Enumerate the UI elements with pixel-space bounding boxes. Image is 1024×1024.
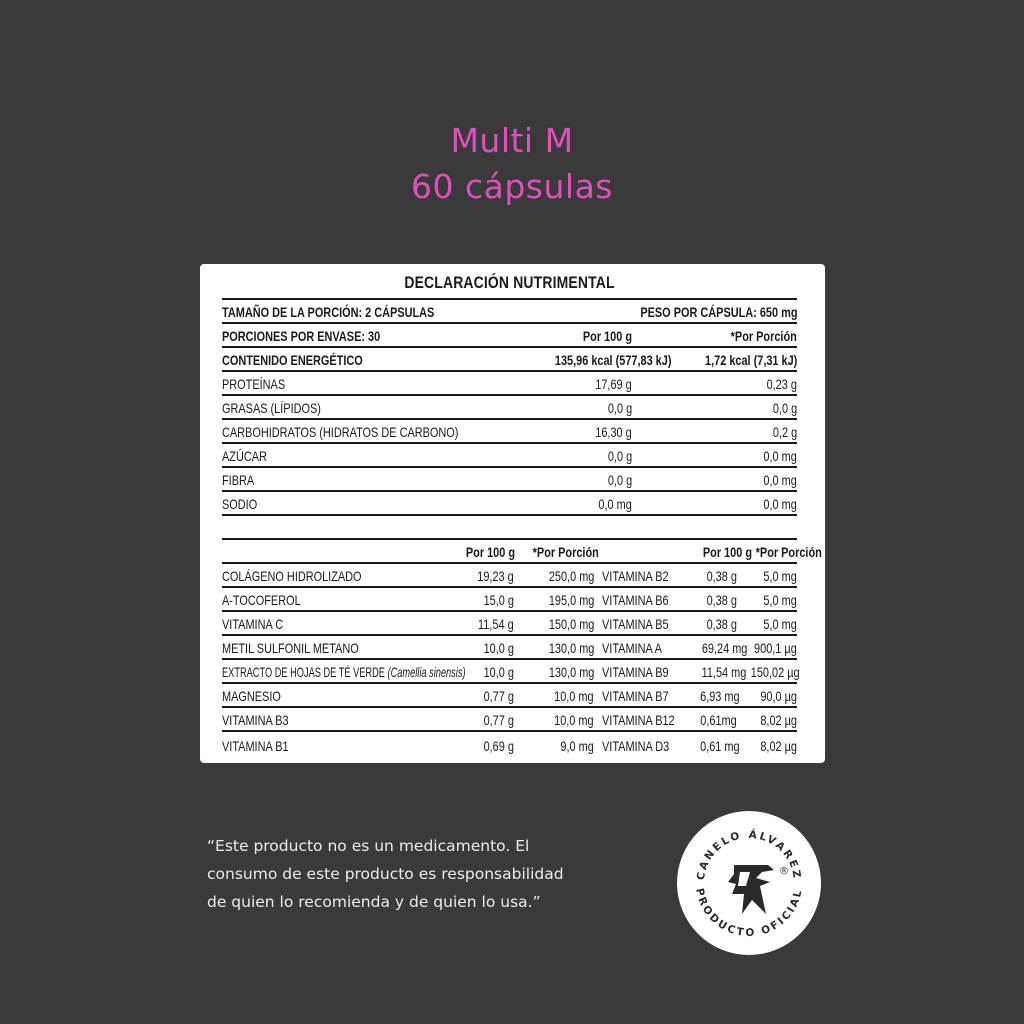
ingredient-row (222, 684, 797, 708)
ingredient-per-serving: 150,02 µg (750, 664, 800, 680)
ingredient-label: VITAMINA B6 (602, 592, 669, 608)
nutrition-title: DECLARACIÓN NUTRIMENTAL (404, 273, 615, 292)
ingredient-label-italic: (Camellia sinensis) (387, 664, 466, 680)
ingredient-label: VITAMINA D3 (602, 738, 670, 754)
ingredient-label: COLÁGENO HIDROLIZADO (222, 568, 362, 584)
nutrient-per-serving: 0,0 mg (763, 472, 797, 488)
ingredient-label: VITAMINA B7 (602, 688, 669, 704)
disclaimer (207, 832, 647, 916)
ingredient-per-serving: 5,0 mg (763, 568, 797, 584)
ingredient-per100: 6,93 mg (700, 688, 740, 704)
ingredient-label-text: EXTRACTO DE HOJAS DE TÉ VERDE (222, 664, 388, 680)
ingredient-row (222, 564, 797, 588)
ingredient-per100: 0,69 g (483, 738, 514, 754)
ingredient-label: VITAMINA B2 (602, 568, 669, 584)
nutrient-label: AZÚCAR (222, 448, 267, 464)
nutrient-per100: 0,0 g (607, 472, 632, 488)
nutrient-per100: 0,0 g (607, 448, 632, 464)
ingredient-per100: 10,0 g (483, 664, 514, 680)
ing-col-per100-right: Por 100 g (702, 544, 753, 560)
badge-bottom-text: PRODUCTO OFICIAL (693, 887, 805, 940)
ingredient-per-serving: 8,02 µg (760, 738, 797, 754)
ingredient-label: VITAMINA B3 (222, 712, 289, 728)
ingredient-per100: 0,38 g (706, 592, 737, 608)
section-gap (222, 516, 797, 538)
ingredient-per-serving: 130,0 mg (548, 664, 594, 680)
ingredient-per100: 11,54 g (478, 616, 514, 632)
ing-col-per-serving-right: *Por Porción (755, 544, 822, 560)
nutrient-per-serving: 0,0 g (772, 400, 797, 416)
nutrient-label: PROTEÍNAS (222, 376, 286, 392)
capsule-weight: PESO POR CÁPSULA: 650 mg (639, 304, 797, 320)
ing-col-per-serving-left: *Por Porción (532, 544, 599, 560)
ingredient-label: MAGNESIO (222, 688, 281, 704)
nutrient-per-serving: 0,0 mg (763, 448, 797, 464)
ingredient-per-serving: 90,0 µg (760, 688, 797, 704)
ingredient-per-serving: 250,0 mg (548, 568, 594, 584)
ingredient-per-serving: 195,0 mg (548, 592, 594, 608)
nutrient-row (222, 372, 797, 396)
ingredient-per-serving: 5,0 mg (763, 592, 797, 608)
ingredient-label (222, 662, 466, 682)
nutrient-row (222, 396, 797, 420)
servings-header-row (222, 324, 797, 348)
energy-per100: 135,96 kcal (577,83 kJ) (554, 352, 672, 368)
energy-row (222, 348, 797, 372)
ingredient-label: METIL SULFONIL METANO (222, 640, 359, 656)
ingredient-per-serving: 900,1 µg (754, 640, 797, 656)
ingredient-per-serving: 5,0 mg (763, 616, 797, 632)
ingredient-per100: 0,61mg (700, 712, 737, 728)
nutrient-row (222, 420, 797, 444)
product-name: Multi M (450, 121, 574, 160)
disclaimer-line: consumo de este producto es responsabilidad (207, 865, 564, 883)
ingredient-per-serving: 150,0 mg (548, 616, 594, 632)
ingredient-per-serving: 9,0 mg (560, 738, 594, 754)
ingredient-per-serving: 10,0 mg (554, 688, 594, 704)
ingredient-per100: 0,61 mg (700, 738, 740, 754)
ingredient-per100: 0,77 g (483, 688, 514, 704)
product-size: 60 cápsulas (411, 167, 613, 206)
nutrient-label: CARBOHIDRATOS (HIDRATOS DE CARBONO) (222, 424, 459, 440)
ingredient-label: VITAMINA C (222, 616, 284, 632)
ingredient-label: VITAMINA B12 (602, 712, 675, 728)
ingredient-label: VITAMINA B9 (602, 664, 669, 680)
ingredient-per100: 10,0 g (483, 640, 514, 656)
nutrient-per100: 17,69 g (595, 376, 632, 392)
badge-top-text: CANELO ÁLVAREZ (694, 828, 804, 881)
energy-label: CONTENIDO ENERGÉTICO (222, 352, 363, 368)
ingredient-per100: 19,23 g (477, 568, 514, 584)
energy-per-serving: 1,72 kcal (7,31 kJ) (704, 352, 797, 368)
ingredient-per-serving: 130,0 mg (548, 640, 594, 656)
ingredient-per100: 0,77 g (483, 712, 514, 728)
col-per100-header: Por 100 g (582, 328, 632, 344)
product-title (0, 118, 1024, 210)
ingredient-per100: 0,38 g (706, 568, 737, 584)
servings-per-container: PORCIONES POR ENVASE: 30 (222, 328, 381, 344)
nutrient-label: GRASAS (LÍPIDOS) (222, 400, 321, 416)
nutrient-label: FIBRA (222, 472, 255, 488)
registered-mark: ® (779, 866, 789, 877)
ingredient-row (222, 660, 800, 684)
ingredient-label: A-TOCOFEROL (222, 592, 301, 608)
ingredient-row (222, 732, 797, 756)
ingredient-label: VITAMINA B5 (602, 616, 669, 632)
nutrient-per100: 0,0 mg (598, 496, 632, 512)
canelo-logo-icon (676, 810, 822, 956)
ingredient-row (222, 708, 797, 732)
disclaimer-line: de quien lo recomienda y de quien lo usa.” (207, 893, 541, 911)
serving-row (222, 298, 797, 324)
ingredients-header-row (222, 538, 822, 564)
nutrient-row (222, 444, 797, 468)
nutrient-per-serving: 0,2 g (772, 424, 797, 440)
nutrient-label: SODIO (222, 496, 258, 512)
ingredient-per-serving: 8,02 µg (760, 712, 797, 728)
ingredient-row (222, 612, 797, 636)
nutrition-table (222, 264, 822, 756)
ingredient-label: VITAMINA A (602, 640, 662, 656)
ingredient-per100: 15,0 g (483, 592, 514, 608)
nutrient-per100: 16,30 g (595, 424, 632, 440)
disclaimer-line: “Este producto no es un medicamento. El (207, 837, 530, 855)
nutrition-card (200, 264, 825, 763)
serving-size: TAMAÑO DE LA PORCIÓN: 2 CÁPSULAS (222, 304, 435, 320)
nutrient-row (222, 492, 797, 516)
official-product-badge (676, 810, 822, 956)
ingredient-per-serving: 10,0 mg (554, 712, 594, 728)
nutrient-per100: 0,0 g (607, 400, 632, 416)
nutrient-per-serving: 0,0 mg (763, 496, 797, 512)
col-per-serving-header: *Por Porción (730, 328, 797, 344)
ingredient-per100: 0,38 g (706, 616, 737, 632)
nutrient-per-serving: 0,23 g (766, 376, 797, 392)
ingredient-per100: 11,54 mg (701, 664, 747, 680)
ing-col-per100-left: Por 100 g (465, 544, 516, 560)
ingredient-label: VITAMINA B1 (222, 738, 289, 754)
ingredient-row (222, 636, 797, 660)
ingredient-row (222, 588, 797, 612)
nutrient-row (222, 468, 797, 492)
ingredient-per100: 69,24 mg (701, 640, 748, 656)
